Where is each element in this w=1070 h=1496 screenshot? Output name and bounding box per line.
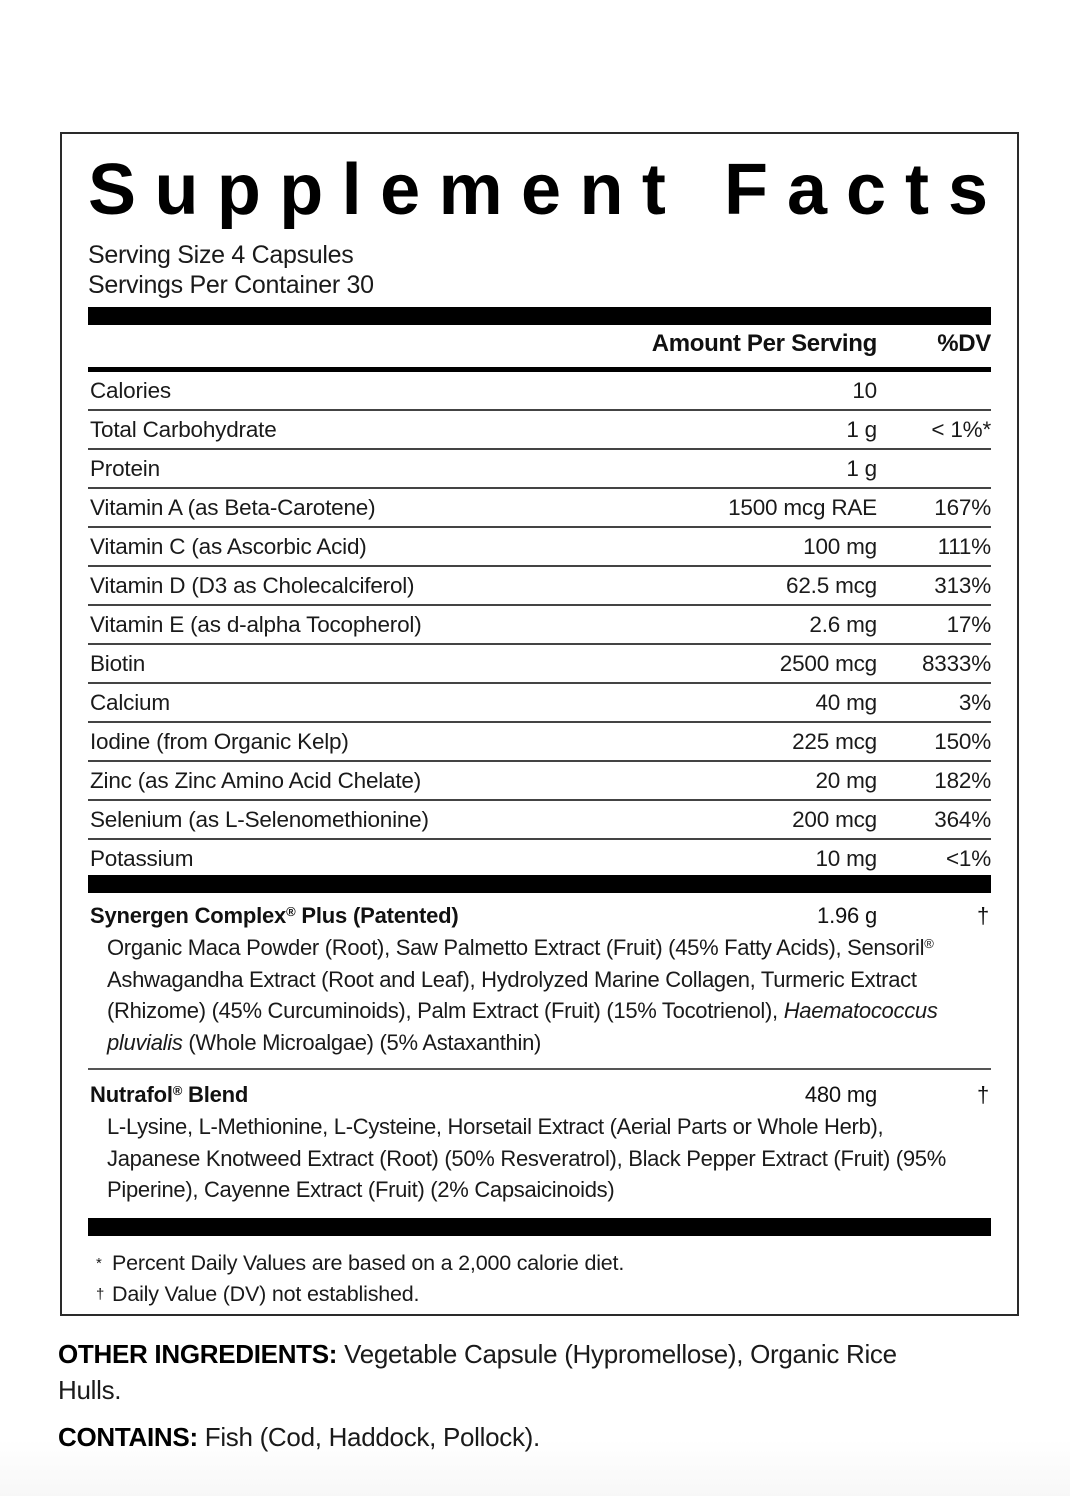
- title-letter: u: [154, 150, 199, 230]
- title-letter: n: [579, 150, 624, 230]
- title-letter: e: [380, 150, 421, 230]
- nutrient-name: Vitamin E (as d-alpha Tocopherol): [90, 612, 422, 637]
- thick-divider-bottom: [88, 1218, 991, 1236]
- nutrient-name: Vitamin A (as Beta-Carotene): [90, 495, 376, 520]
- other-ingredients: [58, 1336, 958, 1408]
- header-percent-dv: %DV: [937, 330, 991, 357]
- nutrient-amount: 62.5 mcg: [786, 573, 877, 598]
- nutrient-name: Potassium: [90, 846, 194, 871]
- nutrient-dv: 111%: [937, 534, 991, 559]
- servings-per-container: Servings Per Container 30: [88, 271, 374, 299]
- blend-synergen-complex: [88, 900, 991, 1058]
- other-ingredients-text: Vegetable Capsule (Hypromellose), Organic Rice Hulls.: [58, 1339, 897, 1405]
- nutrient-dv: 313%: [934, 573, 991, 598]
- nutrient-dv: 3%: [958, 690, 991, 715]
- blend-header: [88, 1079, 991, 1111]
- nutrient-name: Calories: [90, 378, 171, 403]
- nutrient-row: [88, 684, 991, 723]
- title-letter: F: [724, 150, 768, 230]
- nutrient-amount: 2.6 mg: [809, 612, 877, 637]
- title-letter: e: [521, 150, 562, 230]
- nutrient-row: [88, 645, 991, 684]
- panel-title: [88, 148, 988, 232]
- nutrient-name: Total Carbohydrate: [90, 417, 277, 442]
- thick-divider-top: [88, 307, 991, 325]
- title-letter: S: [88, 150, 137, 230]
- nutrient-table: [88, 372, 991, 877]
- nutrient-amount: 200 mcg: [792, 807, 877, 832]
- blend-ingredients: Organic Maca Powder (Root), Saw Palmetto Extract (Fruit) (45% Fatty Acids), Sensoril® Ashwagandha Extract (Root and Leaf), Hydrolyzed Marine Collagen, Turmeric Extract (Rhizome) (45% Curcuminoids), Palm Extract (Fruit) (15% Tocotrienol), Haematococcus pluvialis (Whole Microalgae) (5% Astaxanthin): [107, 935, 938, 1055]
- title-letter: s: [947, 150, 988, 230]
- title-letter: a: [786, 150, 827, 230]
- title-letter: c: [845, 150, 887, 230]
- nutrient-name: Zinc (as Zinc Amino Acid Chelate): [90, 768, 422, 793]
- title-letter: p: [279, 150, 324, 230]
- nutrient-amount: 100 mg: [803, 534, 877, 559]
- thick-divider-middle: [88, 875, 991, 893]
- nutrient-name: Iodine (from Organic Kelp): [90, 729, 349, 754]
- nutrient-row: [88, 372, 991, 411]
- nutrient-amount: 225 mcg: [792, 729, 877, 754]
- nutrient-amount: 2500 mcg: [779, 651, 877, 676]
- nutrient-amount: 1 g: [846, 417, 877, 442]
- title-letter: p: [216, 150, 261, 230]
- nutrient-amount: 10: [852, 378, 877, 403]
- blend-ingredients: L-Lysine, L-Methionine, L-Cysteine, Horsetail Extract (Aerial Parts or Whole Herb), Japanese Knotweed Extract (Root) (50% Resveratrol), Black Pepper Extract (Fruit) (95% Piperine), Cayenne Extract (Fruit) (2% Capsaicinoids): [107, 1114, 946, 1202]
- footnotes: [88, 1248, 624, 1310]
- nutrient-row: [88, 411, 991, 450]
- contains-label: CONTAINS:: [58, 1422, 198, 1452]
- title-word-supplement: [88, 148, 666, 232]
- title-letter: m: [438, 150, 503, 230]
- nutrient-row: [88, 606, 991, 645]
- nutrient-name: Selenium (as L-Selenomethionine): [90, 807, 429, 832]
- nutrient-dv: 364%: [934, 807, 991, 832]
- blend-header: [88, 900, 991, 932]
- other-ingredients-label: OTHER INGREDIENTS:: [58, 1339, 338, 1369]
- nutrient-row: [88, 489, 991, 528]
- title-letter: l: [341, 150, 362, 230]
- blend-amount: 1.96 g: [817, 903, 877, 928]
- nutrient-amount: 20 mg: [815, 768, 877, 793]
- nutrient-dv: 8333%: [921, 651, 991, 676]
- nutrient-dv: 167%: [934, 495, 991, 520]
- nutrient-amount: 10 mg: [815, 846, 877, 871]
- allergen-contains: [58, 1419, 958, 1455]
- supplement-facts-panel: [60, 132, 1019, 1316]
- blend-dv-dagger: †: [976, 903, 989, 928]
- nutrient-dv: 150%: [934, 729, 991, 754]
- contains-text: Fish (Cod, Haddock, Pollock).: [197, 1422, 540, 1452]
- serving-info: [88, 240, 374, 300]
- nutrient-dv: <1%: [945, 846, 991, 871]
- nutrient-row: [88, 528, 991, 567]
- footnote-asterisk: * Percent Daily Values are based on a 2,000 calorie diet.: [96, 1251, 625, 1275]
- nutrient-row: [88, 723, 991, 762]
- nutrient-amount: 1500 mcg RAE: [728, 495, 877, 520]
- nutrient-dv: 17%: [946, 612, 991, 637]
- title-word-facts: [724, 148, 988, 232]
- column-header: [88, 328, 991, 364]
- title-letter: t: [641, 150, 666, 230]
- blend-dv-dagger: †: [976, 1082, 989, 1107]
- nutrient-name: Vitamin C (as Ascorbic Acid): [90, 534, 367, 559]
- nutrient-row: [88, 450, 991, 489]
- nutrient-amount: 40 mg: [815, 690, 877, 715]
- blend-name: Synergen Complex® Plus (Patented): [90, 903, 459, 928]
- nutrient-name: Biotin: [90, 651, 146, 676]
- nutrient-dv: 182%: [934, 768, 991, 793]
- nutrient-row: [88, 567, 991, 606]
- title-letter: t: [904, 150, 929, 230]
- blend-nutrafol: [88, 1079, 991, 1206]
- serving-size: Serving Size 4 Capsules: [88, 241, 354, 269]
- blend-name: Nutrafol® Blend: [90, 1082, 249, 1107]
- nutrient-row: [88, 801, 991, 840]
- nutrient-dv: < 1%*: [931, 417, 991, 442]
- blend-amount: 480 mg: [804, 1082, 877, 1107]
- nutrient-name: Vitamin D (D3 as Cholecalciferol): [90, 573, 415, 598]
- nutrient-row: [88, 762, 991, 801]
- blend-divider: [88, 1068, 991, 1070]
- nutrient-name: Calcium: [90, 690, 170, 715]
- header-amount-per-serving: Amount Per Serving: [651, 330, 877, 357]
- footnote-dagger: † Daily Value (DV) not established.: [96, 1282, 420, 1306]
- nutrient-amount: 1 g: [846, 456, 877, 481]
- nutrient-row: [88, 840, 991, 877]
- nutrient-name: Protein: [90, 456, 160, 481]
